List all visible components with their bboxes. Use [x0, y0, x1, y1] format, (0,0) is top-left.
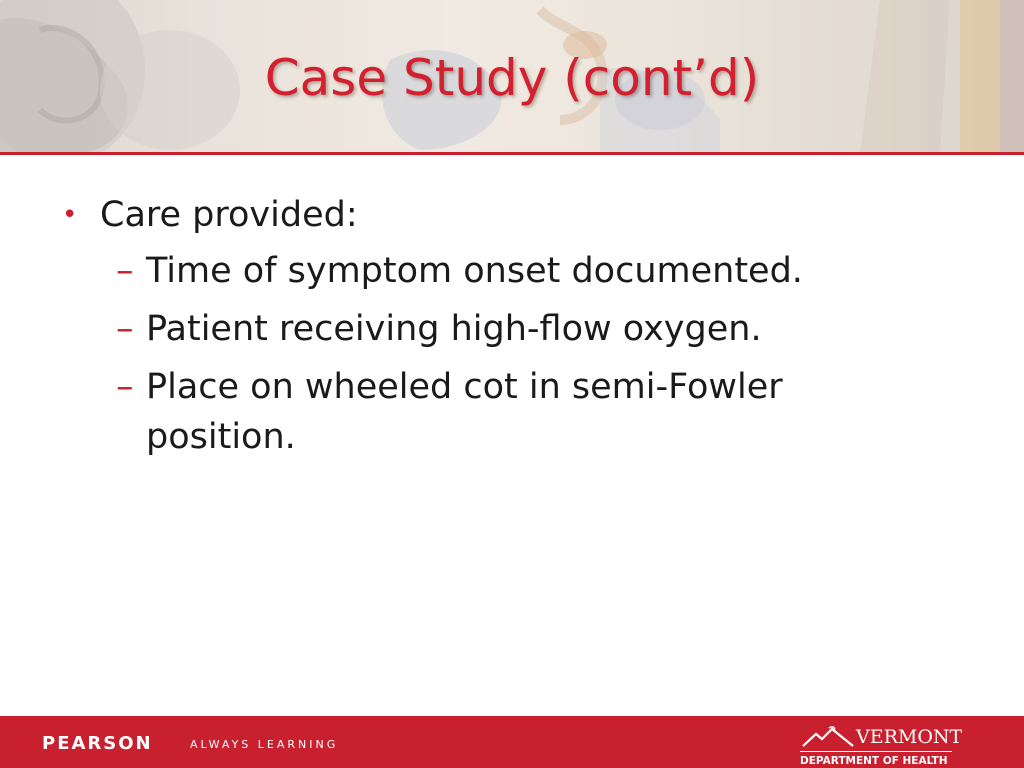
bullet-care-provided — [60, 190, 960, 240]
mountain-logo-icon — [802, 726, 854, 748]
sub-bullet-wheeled-cot — [60, 362, 926, 462]
pearson-logo: PEARSON — [42, 733, 153, 754]
bullet-text: Care provided: — [100, 195, 358, 235]
slide-title: Case Study (cont’d) — [264, 49, 760, 107]
dash-marker: – — [116, 367, 134, 407]
footer-bar — [0, 716, 1024, 768]
sub-bullet-symptom-onset — [60, 246, 926, 296]
tagline: ALWAYS LEARNING — [190, 738, 339, 751]
slide-body — [60, 190, 960, 470]
vermont-health-logo — [800, 720, 963, 767]
sub-bullet-text: Place on wheeled cot in semi-Fowler position. — [146, 367, 783, 457]
header-divider — [0, 152, 1024, 155]
logo-divider — [800, 751, 952, 752]
vermont-wordmark: VERMONT — [856, 726, 963, 748]
sub-bullet-oxygen — [60, 304, 926, 354]
dash-marker: – — [116, 309, 134, 349]
sub-bullet-list — [60, 246, 960, 462]
sub-bullet-text: Time of symptom onset documented. — [146, 251, 803, 291]
department-label: DEPARTMENT OF HEALTH — [800, 755, 948, 767]
dash-marker: – — [116, 251, 134, 291]
sub-bullet-text: Patient receiving high-flow oxygen. — [146, 309, 762, 349]
bullet-marker: • — [62, 200, 78, 230]
